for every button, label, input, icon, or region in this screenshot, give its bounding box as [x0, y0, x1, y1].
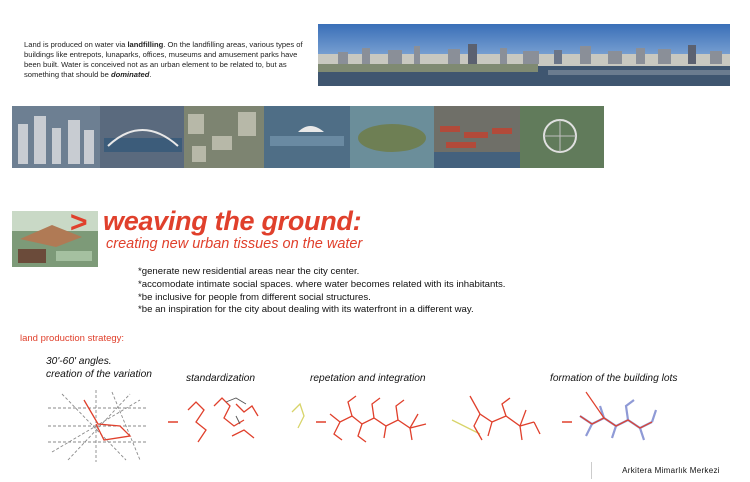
- stage-5-red-lots: [580, 392, 652, 428]
- intro-bold-landfilling: landfilling: [127, 40, 164, 49]
- stage-3-diagram: [330, 396, 426, 442]
- stage-5-blue-lots: [580, 400, 656, 440]
- intro-text-2: . On the landfilling areas, various types of buildings like entrepots, lunaparks, offices, museums and amusement parks have been built. Water is conceived not as an urban element to be related to, but as something that should be: [24, 40, 303, 79]
- page-title: weaving the ground:: [103, 206, 362, 236]
- intro-text-3: .: [149, 70, 152, 79]
- credit-label: Arkitera Mimarlık Merkezi: [591, 462, 750, 479]
- stage-2-label: standardization: [186, 373, 256, 384]
- stage-1-label-line2: creation of the variation: [46, 369, 152, 380]
- goal-item: *be inclusive for people from different social structures.: [138, 291, 371, 303]
- page-subtitle: creating new urban tissues on the water: [106, 236, 363, 252]
- panorama-image: [318, 24, 730, 86]
- photo-strip-images: [12, 106, 604, 168]
- intro-text-1: Land is produced on water via: [24, 40, 128, 49]
- goals-list: [138, 266, 505, 317]
- stage-3-label: repetation and integration: [310, 373, 426, 384]
- strategy-heading: land production strategy:: [20, 333, 125, 344]
- goal-item: *be an inspiration for the city about dealing with its waterfront in a different way.: [138, 304, 474, 316]
- heading-arrow: >: [70, 206, 88, 239]
- intro-emphasis-dominated: dominated: [110, 70, 150, 79]
- stage-2-diagram: [188, 398, 258, 442]
- stage-4-label: formation of the building lots: [550, 373, 678, 384]
- stage-4-diagram: [470, 396, 540, 440]
- stage-3-yellow-path: [292, 404, 304, 428]
- goal-item: *generate new residential areas near the city center.: [138, 266, 360, 277]
- panorama-photo: [318, 24, 730, 86]
- intro-paragraph: [24, 40, 312, 80]
- strategy-diagrams: [0, 386, 750, 462]
- goal-item: *accomodate intimate social spaces. where water becomes related with its inhabitants.: [138, 278, 506, 290]
- photo-strip: [12, 106, 604, 168]
- stage-1-label-line1: 30'-60' angles.: [46, 356, 112, 367]
